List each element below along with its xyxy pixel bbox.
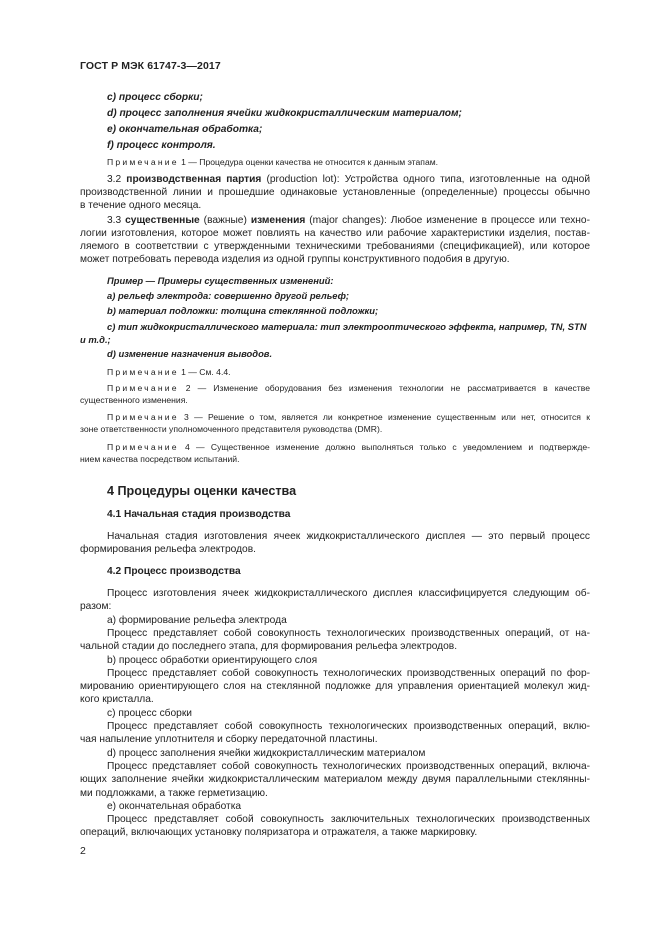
section-4-1-text: Начальная стадия изготовления ячеек жидкокристаллического дисплея — это первый процесс (107, 531, 590, 542)
section-4-2-line: разом: (80, 601, 112, 613)
document-header: ГОСТ Р МЭК 61747-3—2017 (80, 60, 221, 72)
section-4-2-line: е) окончательная обработка (107, 800, 242, 812)
list-item: d) процесс заполнения ячейки жидкокристаллическим материалом; (107, 108, 462, 119)
note-2: Примечание 2 — Изменение оборудования без изменения технологии не рассматривается в качестве (107, 383, 590, 393)
list-item: е) окончательная обработка; (107, 124, 263, 135)
definition-3-2: 3.2 производственная партия (production lot): Устройства одного типа, изготовленные на одной (107, 174, 591, 185)
example-item: d) изменение назначения выводов. (107, 348, 273, 359)
section-4-2-line: Процесс представляет собой совокупность технологических производственных операций, включа- (107, 760, 590, 772)
section-4-2-line: операций, включающих установку поляризатора и отражателя, а также маркировку. (80, 827, 478, 839)
example-title: Пример — Примеры существенных изменений: (107, 275, 334, 286)
definition-3-3-line: может потребовать перевода изделия из одной группы конструктивного подобия в другую. (80, 254, 510, 265)
section-4-2-line: с) процесс сборки (107, 707, 192, 719)
section-4-1-text: формирования рельефа электродов. (80, 544, 256, 555)
section-4-2-line: кого кристалла. (80, 694, 154, 706)
section-4-2-line: Процесс изготовления ячеек жидкокристаллического дисплея классифицируется следующим об- (107, 588, 590, 599)
note-3: Примечание 3 — Решение о том, является ли конкретное изменение существенным или нет, относится к (107, 412, 590, 422)
note-2-cont: существенного изменения. (80, 395, 188, 405)
section-4-2-line: Процесс представляет собой совокупность технологических производственных операций, вклю- (107, 721, 590, 732)
section-4-2-line: Процесс представляет собой совокупность заключительных технологических производственных (107, 814, 590, 826)
section-4-2-line: мированию ориентирующего слоя на стеклянной подложке для управления ориентацией молекул жид- (80, 681, 590, 693)
section-4-2-line: чая напыление уплотнителя и сборку передаточной пластины. (80, 734, 378, 746)
definition-3-3-line: логии изготовления, которое может повлиять на качество или рабочие характеристики изделия, постав- (80, 228, 590, 239)
note-3-cont: зоне ответственности уполномоченного представителя руководства (DMR). (80, 424, 383, 434)
section-4-2-line: ющих заполнение ячейки жидкокристаллическим материалом между двумя параллельными стеклянны- (80, 774, 590, 786)
note-4-cont: нием качества посредством испытаний. (80, 454, 240, 464)
section-4-2-title: 4.2 Процесс производства (107, 566, 241, 577)
definition-3-2-line: в течение одного месяца. (80, 200, 202, 211)
page-number: 2 (80, 845, 86, 857)
note-4: Примечание 4 — Существенное изменение должно выполняться только с уведомлением и подтвержде- (107, 442, 590, 452)
section-4-2-line: d) процесс заполнения ячейки жидкокристаллическим материалом (107, 747, 426, 759)
section-4-2-line: ми подложками, а также герметизацию. (80, 787, 268, 799)
note-1: Примечание 1 — Процедура оценки качества не относится к данным этапам. (107, 157, 439, 167)
note-1b: Примечание 1 — См. 4.4. (107, 367, 231, 377)
section-4-title: 4 Процедуры оценки качества (107, 484, 297, 498)
example-item: c) тип жидкокристаллического материала: тип электрооптического эффекта, например, TN, STN (107, 321, 587, 332)
definition-3-3-line: ляемого в соответствии с утвержденными техническими требованиями (спецификацией), или которое (80, 241, 590, 252)
example-item: a) рельеф электрода: совершенно другой рельеф; (107, 290, 350, 301)
example-item: b) материал подложки: толщина стеклянной подложки; (107, 305, 379, 316)
section-4-2-line: чальной стадии до последнего этапа, для формирования рельефа электродов. (80, 641, 458, 653)
section-4-1-title: 4.1 Начальная стадия производства (107, 509, 291, 520)
section-4-2-line: b) процесс обработки ориентирующего слоя (107, 654, 318, 666)
definition-3-3: 3.3 существенные (важные) изменения (major changes): Любое изменение в процессе или техно- (107, 215, 590, 226)
list-item: с) процесс сборки; (107, 92, 203, 103)
section-4-2-line: Процесс представляет собой совокупность технологических производственных операций по фор- (107, 667, 590, 679)
example-item-cont: и т.д.; (80, 334, 111, 345)
section-4-2-line: а) формирование рельефа электрода (107, 614, 287, 626)
definition-3-2-line: производственной линии и прошедшие одинаковые установленные (определенные) процессы обычно (80, 187, 590, 198)
section-4-2-line: Процесс представляет собой совокупность технологических производственных операций, от на- (107, 627, 590, 639)
list-item: f) процесс контроля. (107, 140, 216, 151)
